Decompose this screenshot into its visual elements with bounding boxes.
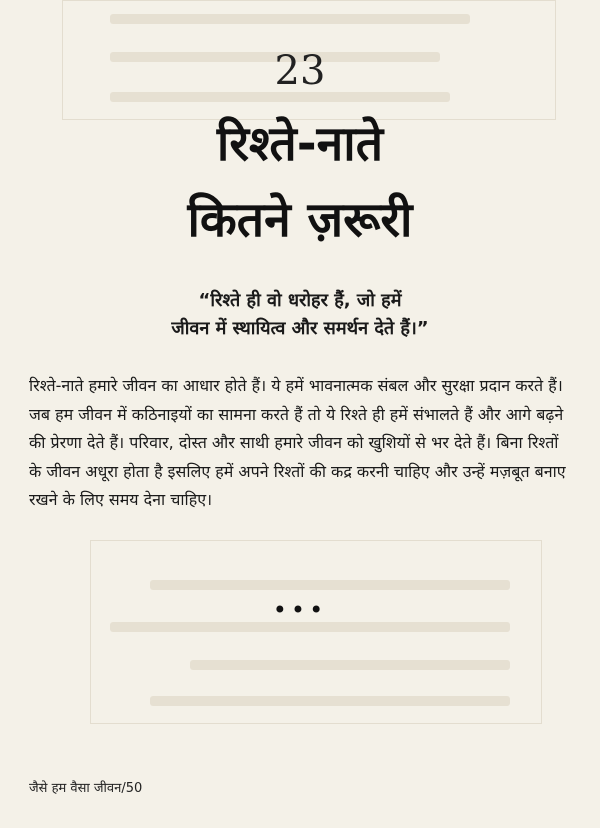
body-text <box>29 372 574 515</box>
bleed-through-line <box>110 14 470 24</box>
epigraph-quote-line-1: “रिश्ते ही वो धरोहर हैं, जो हमें <box>198 290 402 311</box>
epigraph-quote-line-2: जीवन में स्थायित्व और समर्थन देते हैं।” <box>171 318 429 339</box>
chapter-number: 23 <box>274 48 326 94</box>
bleed-through-line <box>190 660 510 670</box>
body-paragraph: रिश्ते-नाते हमारे जीवन का आधार होते हैं। ये हमें भावनात्मक संबल और सुरक्षा प्रदान करते हैं। जब हम जीवन में कठिनाइयों का सामना करते हैं तो ये रिश्ते ही हमें संभालते हैं और आगे बढ़ने की प्रेरणा देते हैं। परिवार, दोस्त और साथी हमारे जीवन को खुशियों से भर देते हैं। बिना रिश्तों के जीवन अधूरा होता है इसलिए हमें अपने रिश्तों की कद्र करनी चाहिए और उन्हें मज़बूत बनाए रखने के लिए समय देना चाहिए। <box>29 376 566 509</box>
chapter-title-line-1: रिश्ते-नाते <box>216 116 384 172</box>
chapter-title-line-2: कितने ज़रूरी <box>187 192 413 248</box>
bleed-through-line <box>150 696 510 706</box>
bleed-through-line <box>150 580 510 590</box>
section-separator: ••• <box>272 596 328 624</box>
page-footer: जैसे हम वैसा जीवन/50 <box>29 781 143 796</box>
